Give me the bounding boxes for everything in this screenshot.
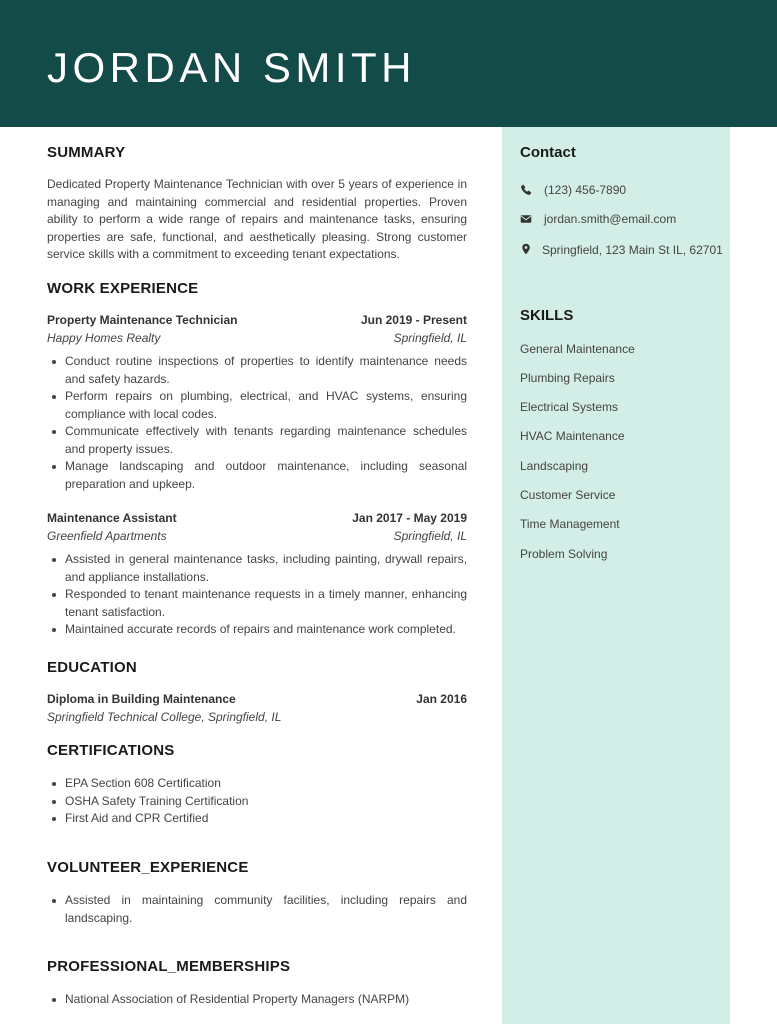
- job-dates: Jun 2019 - Present: [360, 313, 467, 327]
- job-bullets: [47, 551, 467, 639]
- certifications-list: [47, 775, 467, 828]
- job-title: Property Maintenance Technician: [47, 313, 238, 327]
- job-bullet: Communicate effectively with tenants regarding maintenance schedules and property issues.: [47, 423, 467, 458]
- skill-item: Plumbing Repairs: [520, 371, 615, 385]
- job-bullet: Perform repairs on plumbing, electrical, and HVAC systems, ensuring compliance with local codes.: [47, 388, 467, 423]
- skills-heading: SKILLS: [520, 307, 574, 324]
- memberships-list: [47, 991, 467, 1009]
- certifications-heading: CERTIFICATIONS: [47, 742, 175, 759]
- certification-item: EPA Section 608 Certification: [47, 775, 467, 793]
- job-bullet: Manage landscaping and outdoor maintenance, including seasonal preparation and upkeep.: [47, 458, 467, 493]
- job-location: Springfield, IL: [393, 330, 467, 345]
- degree: Diploma in Building Maintenance: [47, 692, 236, 706]
- contact-phone: [520, 181, 730, 199]
- education-heading: EDUCATION: [47, 659, 137, 676]
- volunteer-heading: VOLUNTEER_EXPERIENCE: [47, 859, 249, 876]
- job-bullet: Assisted in general maintenance tasks, including painting, drywall repairs, and appliance installations.: [47, 551, 467, 586]
- volunteer-list: [47, 892, 467, 927]
- sidebar: [502, 127, 730, 1024]
- phone-icon: [520, 184, 532, 196]
- summary-heading: SUMMARY: [47, 144, 126, 161]
- job-bullet: Responded to tenant maintenance requests in a timely manner, enhancing tenant satisfaction.: [47, 586, 467, 621]
- job-company: Happy Homes Realty: [47, 330, 161, 345]
- job-company: Greenfield Apartments: [47, 528, 167, 543]
- volunteer-item: Assisted in maintaining community facilities, including repairs and landscaping.: [47, 892, 467, 927]
- education-date: Jan 2016: [416, 692, 467, 706]
- map-pin-icon: [520, 243, 532, 255]
- school: Springfield Technical College, Springfield, IL: [47, 709, 282, 724]
- job-entry: [47, 510, 467, 639]
- email-address: jordan.smith@email.com: [544, 212, 677, 226]
- header-banner: [0, 0, 777, 127]
- certification-item: OSHA Safety Training Certification: [47, 793, 467, 811]
- skill-item: Problem Solving: [520, 547, 608, 561]
- contact-email: [520, 210, 730, 228]
- contact-address: [520, 240, 730, 259]
- job-bullets: [47, 353, 467, 493]
- certification-item: First Aid and CPR Certified: [47, 810, 467, 828]
- phone-number: (123) 456-7890: [544, 183, 627, 197]
- address: Springfield, 123 Main St IL, 62701: [542, 243, 723, 257]
- job-bullet: Maintained accurate records of repairs and maintenance work completed.: [47, 621, 467, 639]
- education-entry: [47, 691, 467, 726]
- job-dates: Jan 2017 - May 2019: [352, 511, 467, 525]
- skill-item: HVAC Maintenance: [520, 429, 625, 443]
- skill-item: Electrical Systems: [520, 400, 619, 414]
- skill-item: Landscaping: [520, 459, 589, 473]
- summary-text: Dedicated Property Maintenance Technician with over 5 years of experience in managing and maintaining commercial and residential properties. Proven ability to perform a wide range of repairs and maintenance tasks, ensuring properties are safe, functional, and aesthetically pleasing. Strong customer service skills with a commitment to exceeding tenant expectations.: [47, 177, 467, 261]
- candidate-name: JORDAN SMITH: [47, 44, 416, 91]
- job-bullet: Conduct routine inspections of properties to identify maintenance needs and safety hazards.: [47, 353, 467, 388]
- memberships-heading: PROFESSIONAL_MEMBERSHIPS: [47, 958, 291, 975]
- job-title: Maintenance Assistant: [47, 511, 177, 525]
- work-experience-heading: WORK EXPERIENCE: [47, 280, 199, 297]
- job-entry: [47, 312, 467, 493]
- job-location: Springfield, IL: [393, 528, 467, 543]
- skill-item: Time Management: [520, 517, 620, 531]
- skill-item: Customer Service: [520, 488, 616, 502]
- membership-item: National Association of Residential Property Managers (NARPM): [47, 991, 467, 1009]
- envelope-icon: [520, 213, 532, 225]
- contact-heading: Contact: [520, 144, 576, 161]
- skill-item: General Maintenance: [520, 342, 635, 356]
